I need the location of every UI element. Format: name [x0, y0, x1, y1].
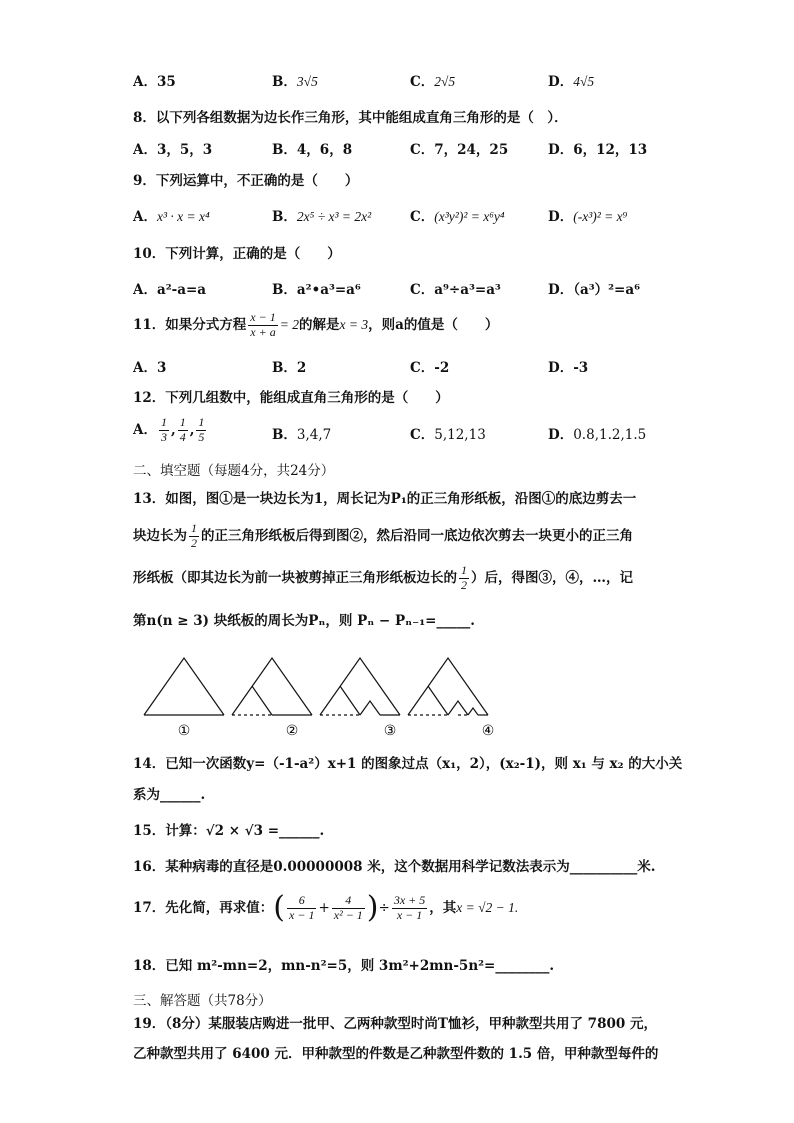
triangle-1	[144, 658, 224, 715]
q15: 15．计算：√2 × √3 =______.	[133, 823, 325, 839]
q9-stem: 9．下列运算中，不正确的是（ ）	[133, 173, 359, 189]
q10-option-a: A．a²-a=a	[133, 282, 207, 298]
q18: 18．已知 m²-mn=2，mn-n²=5，则 3m²+2mn-5n²=________.	[133, 958, 555, 974]
q11-option-a: A．3	[133, 360, 167, 376]
q10-option-c: C．a⁹÷a³=a³	[410, 282, 501, 298]
q11-option-c: C．-2	[410, 360, 450, 376]
q8-option-a: A．3，5，3	[133, 142, 213, 158]
q13-line-2: 块边长为 $\frac{1}{2}$ 的正三角形纸板后得到图②，然后沿同一底边依次剪去一块更小的正三角	[133, 521, 633, 550]
q7-option-a: A．35	[133, 74, 176, 90]
triangle-3	[320, 658, 400, 715]
q10-option-d: D．（a³）²=a⁶	[548, 282, 641, 298]
q12-stem: 12．下列几组数中，能组成直角三角形的是（ ）	[133, 390, 449, 406]
q13-line-3: 形纸板（即其边长为前一块被剪掉正三角形纸板边长的 $\frac{1}{2}$ ）后，得图③，④，…，记	[133, 563, 633, 592]
q9-option-c: C．(x³y²)² = x⁶y⁴	[410, 209, 505, 225]
q13-line-1: 13．如图，图①是一块边长为1，周长记为P₁的正三角形纸板，沿图①的底边剪去一	[133, 491, 637, 507]
q9-option-a: A．x³ · x = x⁴	[133, 209, 210, 225]
q13-line-4: 第n(n ≥ 3) 块纸板的周长为Pₙ，则 Pₙ − Pₙ₋₁=_____.	[133, 613, 475, 629]
q8-option-b: B．4，6，8	[272, 142, 353, 158]
q14-line-2: 系为______.	[133, 787, 206, 803]
q10-option-b: B．a²•a³=a⁶	[272, 282, 361, 298]
q17: 17．先化简，再求值：( $\frac{6}{x - 1}$ + $\frac{4}{\text{x² − 1}}$ )÷ $\frac{3x + 5}{x - 1}$ ，其x = √2 − 1.	[133, 890, 519, 925]
q14-line-1: 14．已知一次函数y=（-1-a²）x+1 的图象过点（x₁，2），(x₂-1)，则 x₁ 与 x₂ 的大小关	[133, 756, 683, 772]
figure-label-4: ④	[481, 723, 495, 739]
q7-option-c: C．2√5	[410, 74, 456, 90]
triangle-2	[232, 658, 312, 715]
figure-label-2: ②	[285, 723, 299, 739]
q19-line-1: 19．（8分）某服装店购进一批甲、乙两种款型时尚T恤衫，甲种款型共用了 7800 元，	[133, 1016, 657, 1032]
q12-option-b: B．3,4,7	[272, 427, 332, 443]
q9-option-b: B．2x⁵ ÷ x³ = 2x²	[272, 209, 372, 225]
q7-option-b: B．3√5	[272, 74, 318, 90]
q10-stem: 10．下列计算，正确的是（ ）	[133, 246, 341, 262]
figure-label-3: ③	[383, 723, 397, 739]
q9-option-d: D．(-x³)² = x⁹	[548, 209, 628, 225]
triangle-4	[408, 658, 488, 715]
figure-label-1: ①	[177, 723, 191, 739]
section-3-heading: 三、解答题（共78分）	[133, 993, 272, 1009]
section-2-heading: 二、填空题（每题4分，共24分）	[133, 463, 335, 479]
q12-option-c: C．5,12,13	[410, 427, 486, 443]
q8-stem: 8．以下列各组数据为边长作三角形，其中能组成直角三角形的是（ ）．	[133, 110, 568, 126]
q19-line-2: 乙种款型共用了 6400 元．甲种款型的件数是乙种款型件数的 1.5 倍，甲种款型每件的	[133, 1046, 659, 1062]
q12-option-a: A． $\frac{1}{3}$ , $\frac{1}{4}$ , $\frac{1}{5}$	[133, 415, 205, 444]
q11-option-b: B．2	[272, 360, 307, 376]
q8-option-d: D．6，12，13	[548, 142, 648, 158]
q8-option-c: C．7，24，25	[410, 142, 509, 158]
q7-option-d: D．4√5	[548, 74, 595, 90]
q11-option-d: D．-3	[548, 360, 589, 376]
q12-option-d: D．0.8,1.2,1.5	[548, 427, 647, 443]
q11-stem: 11．如果分式方程 $\frac{x - 1}{x + a}$ = 2的解是x = 3，则a的值是（ ）	[133, 310, 499, 339]
q13-triangles-figure	[140, 650, 510, 745]
q16: 16．某种病毒的直径是0.00000008 米，这个数据用科学记数法表示为__________米.	[133, 859, 656, 875]
